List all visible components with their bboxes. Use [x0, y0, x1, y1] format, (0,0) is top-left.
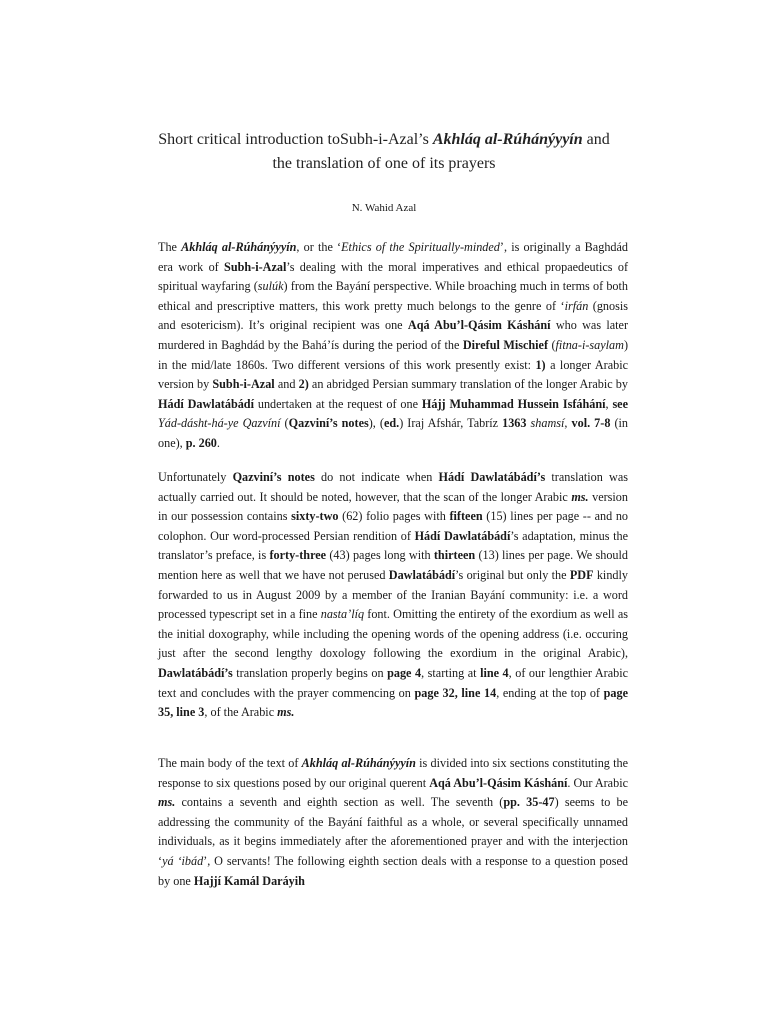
- bold-text: Hájj Muhammad Hussein Isfáhání: [421, 396, 606, 411]
- italic-text: shamsí: [530, 416, 565, 431]
- text-run: . Our Arabic: [567, 775, 628, 790]
- bold-text: see: [612, 396, 628, 411]
- author-name: N. Wahid Azal: [351, 202, 417, 214]
- paragraph-2: [158, 468, 628, 723]
- text-run: translation was actually carried out. It should be noted, however, that the scan of the longer Arabic: [158, 470, 628, 504]
- bold-text: 1): [535, 357, 546, 372]
- bold-text: Aqá Abu’l-Qásim Káshání: [407, 318, 551, 333]
- bold-text: Hajjí Kamál Daráyih: [193, 873, 305, 888]
- text-run: do not indicate when: [314, 470, 439, 484]
- italic-text: sulúk: [257, 279, 284, 294]
- bold-text: Hádí Dawlatábádí’s: [438, 470, 546, 484]
- text-run: version in our possession contains: [158, 489, 628, 524]
- text-run: (15) lines per page -- and no colophon. Our word-processed Persian rendition of: [158, 509, 629, 543]
- bold-text: forty-three: [269, 548, 327, 563]
- italic-text: yá ‘ibád: [162, 853, 204, 868]
- text-run: ’, O servants! The following eighth section deals with a response to a question posed by one: [158, 853, 628, 888]
- text-run: (gnosis and esotericism). It’s original recipient was one: [158, 298, 628, 333]
- bold-text: Aqá Abu’l-Qásim Káshání: [429, 775, 568, 790]
- bold-text: Hádí Dawlatábádí: [414, 528, 511, 543]
- text-run: and: [274, 377, 299, 392]
- text-run: a longer Arabic version by: [158, 357, 629, 392]
- bold-text: [571, 490, 588, 504]
- bold-text: PDF: [569, 567, 594, 582]
- italic-text: ms.: [277, 705, 295, 720]
- bold-text: 1363: [502, 416, 527, 431]
- bold-text: fifteen: [449, 509, 483, 524]
- bold-text: line 4: [480, 665, 509, 680]
- text-run: undertaken at the request of one: [253, 396, 422, 411]
- bold-text: sixty-two: [291, 509, 339, 524]
- bold-text: p. 260: [185, 435, 217, 450]
- text-run: , of the Arabic: [204, 705, 278, 720]
- italic-text: Ethics of the Spiritually-minded: [341, 240, 500, 254]
- bold-text: Hádí Dawlatábádí: [158, 396, 254, 411]
- text-run: ), (: [368, 416, 384, 431]
- bold-text: [181, 240, 296, 254]
- bold-text: Subh-i-Azal: [224, 259, 287, 274]
- text-run: ,: [605, 396, 613, 411]
- text-run: , starting at: [421, 665, 481, 680]
- text-run: (13) lines per page. We should mention here as well that we have not perused: [158, 548, 628, 582]
- bold-text: page 35, line 3: [158, 685, 629, 720]
- text-run: (in one),: [158, 416, 629, 450]
- italic-text: Yád-dásht-há-ye Qazvíní: [158, 416, 281, 431]
- text-run: ) seems to be addressing the community of the Bayání faithful as a whole, or several specifically unnamed individuals, as it begins immediately after the aforementioned prayer and with the interjection ‘: [158, 795, 628, 868]
- text-run: The: [158, 240, 182, 254]
- text-run: (62) folio pages with: [338, 509, 450, 524]
- title-suffix: and: [582, 131, 610, 148]
- bold-text: vol. 7-8: [571, 416, 611, 431]
- paragraph-1: [158, 238, 628, 454]
- bold-text: Dawlatábádí: [388, 567, 456, 582]
- text-run: kindly forwarded to us in August 2009 by a member of the Iranian Bayání community: i.e. a word processed typescript set in a fine: [158, 567, 628, 622]
- bold-text: [277, 705, 294, 719]
- text-run: (: [548, 337, 556, 352]
- italic-text: Akhláq al-Rúhánýyyín: [301, 756, 416, 770]
- text-run: ’s original but only the: [455, 567, 570, 582]
- bold-text: Qazviní’s notes: [288, 416, 369, 431]
- text-run: , or the ‘: [296, 240, 342, 254]
- text-run: ) Iraj Afshár, Tabríz: [399, 416, 503, 431]
- bold-text: pp. 35-47: [503, 795, 555, 810]
- bold-text: ed.: [383, 416, 400, 431]
- title-line-2: the translation of one of its prayers: [272, 155, 496, 172]
- text-run: ,: [564, 416, 572, 431]
- paragraph-3: [158, 754, 628, 891]
- text-run: is divided into six sections constituting the response to six questions posed by our original querent: [158, 756, 628, 790]
- bold-text: [158, 795, 175, 809]
- text-run: Unfortunately: [158, 470, 233, 484]
- bold-text: [302, 756, 416, 770]
- text-run: , ending at the top of: [496, 685, 604, 700]
- text-run: who was later murdered in Baghdád by the Bahá’ís during the period of the: [158, 318, 629, 352]
- bold-text: 2): [298, 377, 309, 392]
- text-run: (43) pages long with: [326, 548, 434, 563]
- text-run: ) in the mid/late 1860s. Two different versions of this work presently exist:: [158, 337, 628, 372]
- text-run: The main body of the text of: [158, 756, 302, 770]
- text-run: ’, is originally a Baghdád era work of: [158, 240, 629, 274]
- bold-text: Qazviní’s notes: [232, 470, 315, 484]
- title-prefix: Short critical introduction toSubh-i-Azal’s: [158, 131, 433, 148]
- text-run: ) from the Bayání perspective. While broaching much in terms of both ethical and prescriptive matters, this work pretty much belongs to the genre of ‘: [158, 279, 628, 313]
- bold-text: Dawlatábádí’s: [158, 665, 233, 680]
- bold-text: Direful Mischief: [462, 337, 549, 352]
- text-run: ’s adaptation, minus the translator’s preface, is: [158, 528, 628, 563]
- text-run: font. Omitting the entirety of the exordium as well as the initial doxography, while including the opening words of the opening address (i.e. occuring just after the second lengthy doxology following the exordium in the original Arabic),: [158, 607, 628, 661]
- text-run: translation properly begins on: [232, 665, 388, 680]
- bold-text: Subh-i-Azal: [212, 377, 275, 392]
- text-run: , of our lengthier Arabic text and concludes with the prayer commencing on: [158, 665, 629, 700]
- text-run: .: [216, 435, 220, 450]
- title-work-name: Akhláq al-Rúhánýyyín: [432, 131, 583, 148]
- bold-text: page 4: [387, 665, 422, 680]
- text-run: (: [280, 416, 289, 431]
- italic-text: fitna-i-saylam: [555, 337, 624, 352]
- text-run: contains a seventh and eighth section as well. The seventh (: [175, 795, 504, 810]
- bold-text: thirteen: [433, 548, 476, 563]
- text-run: ’s dealing with the moral imperatives and ethical propaedeutics of spiritual wayfaring (: [158, 259, 629, 294]
- text-run: an abridged Persian summary translation of the longer Arabic by: [308, 377, 628, 392]
- italic-text: ms.: [571, 489, 589, 504]
- italic-text: Akhláq al-Rúhánýyyín: [181, 240, 297, 254]
- document-title: [120, 128, 648, 176]
- italic-text: irfán: [564, 298, 589, 313]
- bold-text: page 32, line 14: [414, 685, 497, 700]
- italic-text: ms.: [158, 795, 176, 810]
- italic-text: nasta’líq: [320, 607, 365, 622]
